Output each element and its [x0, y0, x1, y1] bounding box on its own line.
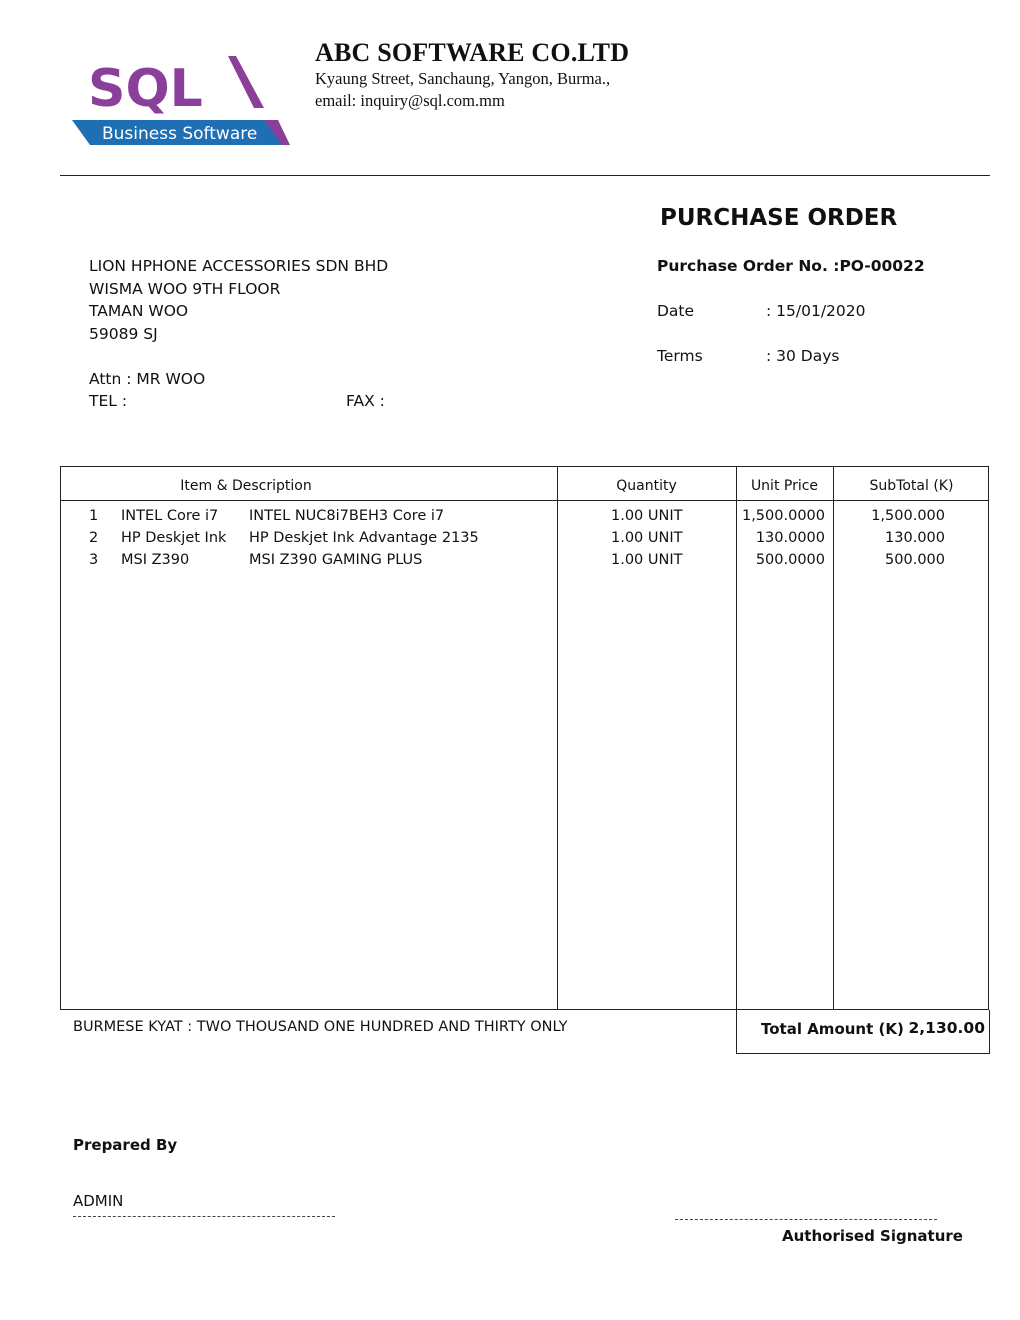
total-amount-box	[736, 1010, 990, 1054]
attn-value: MR WOO	[136, 370, 206, 388]
header-divider	[60, 175, 990, 176]
row-number: 3	[89, 552, 99, 568]
row-item-code: MSI Z390	[121, 552, 190, 568]
terms-label: Terms	[657, 347, 703, 365]
supplier-line: LION HPHONE ACCESSORIES SDN BHD	[89, 257, 389, 275]
po-number-label: Purchase Order No. :	[657, 257, 840, 275]
table-row	[61, 552, 988, 574]
row-unit-price: 500.0000	[755, 552, 825, 568]
attn-row	[89, 370, 205, 388]
row-subtotal: 130.000	[885, 530, 945, 546]
date-label: Date	[657, 302, 695, 320]
po-number-row	[657, 257, 925, 275]
total-amount-value: 2,130.00	[908, 1019, 985, 1037]
supplier-line: WISMA WOO 9TH FLOOR	[89, 280, 281, 298]
po-number-value: PO-00022	[839, 257, 925, 275]
table-row	[61, 530, 988, 552]
company-name: ABC SOFTWARE CO.LTD	[315, 38, 630, 67]
row-quantity: 1.00 UNIT	[611, 530, 683, 546]
row-quantity: 1.00 UNIT	[611, 508, 683, 524]
table-header-divider	[61, 500, 988, 501]
header-subtotal: SubTotal (K)	[869, 478, 954, 494]
prepared-by-signature-line	[73, 1216, 335, 1217]
logo-text: SQL	[88, 59, 203, 119]
row-description: HP Deskjet Ink Advantage 2135	[249, 530, 479, 546]
row-number: 1	[89, 508, 99, 524]
date-value: : 15/01/2020	[766, 302, 866, 320]
supplier-line: TAMAN WOO	[89, 302, 189, 320]
logo-tagline: Business Software	[102, 124, 258, 144]
prepared-by-label: Prepared By	[73, 1136, 178, 1154]
amount-in-words: BURMESE KYAT : TWO THOUSAND ONE HUNDRED AND THIRTY ONLY	[73, 1019, 568, 1035]
header-item-description: Item & Description	[180, 478, 312, 494]
company-logo	[68, 50, 294, 150]
total-amount-label: Total Amount (K)	[761, 1020, 904, 1038]
terms-value: : 30 Days	[766, 347, 840, 365]
row-item-code: INTEL Core i7	[121, 508, 219, 524]
row-subtotal: 1,500.000	[871, 508, 945, 524]
attn-label: Attn :	[89, 370, 132, 388]
tel-label: TEL :	[89, 392, 128, 410]
row-description: MSI Z390 GAMING PLUS	[249, 552, 423, 568]
sql-logo-graphic	[68, 50, 294, 150]
authorised-signature-line	[675, 1219, 937, 1220]
prepared-by-name: ADMIN	[73, 1192, 124, 1210]
row-number: 2	[89, 530, 99, 546]
row-quantity: 1.00 UNIT	[611, 552, 683, 568]
supplier-line: 59089 SJ	[89, 325, 158, 343]
table-row	[61, 508, 988, 530]
header-quantity: Quantity	[616, 478, 677, 494]
row-description: INTEL NUC8i7BEH3 Core i7	[249, 508, 445, 524]
row-subtotal: 500.000	[885, 552, 945, 568]
authorised-signature-label: Authorised Signature	[782, 1227, 963, 1245]
company-address: Kyaung Street, Sanchaung, Yangon, Burma.,	[315, 69, 611, 88]
row-unit-price: 1,500.0000	[741, 508, 825, 524]
document-title: PURCHASE ORDER	[660, 205, 898, 231]
fax-label: FAX :	[346, 392, 385, 410]
row-unit-price: 130.0000	[755, 530, 825, 546]
row-item-code: HP Deskjet Ink	[121, 530, 227, 546]
items-table	[60, 466, 989, 1010]
company-email: email: inquiry@sql.com.mm	[315, 91, 505, 110]
header-unit-price: Unit Price	[750, 478, 819, 494]
